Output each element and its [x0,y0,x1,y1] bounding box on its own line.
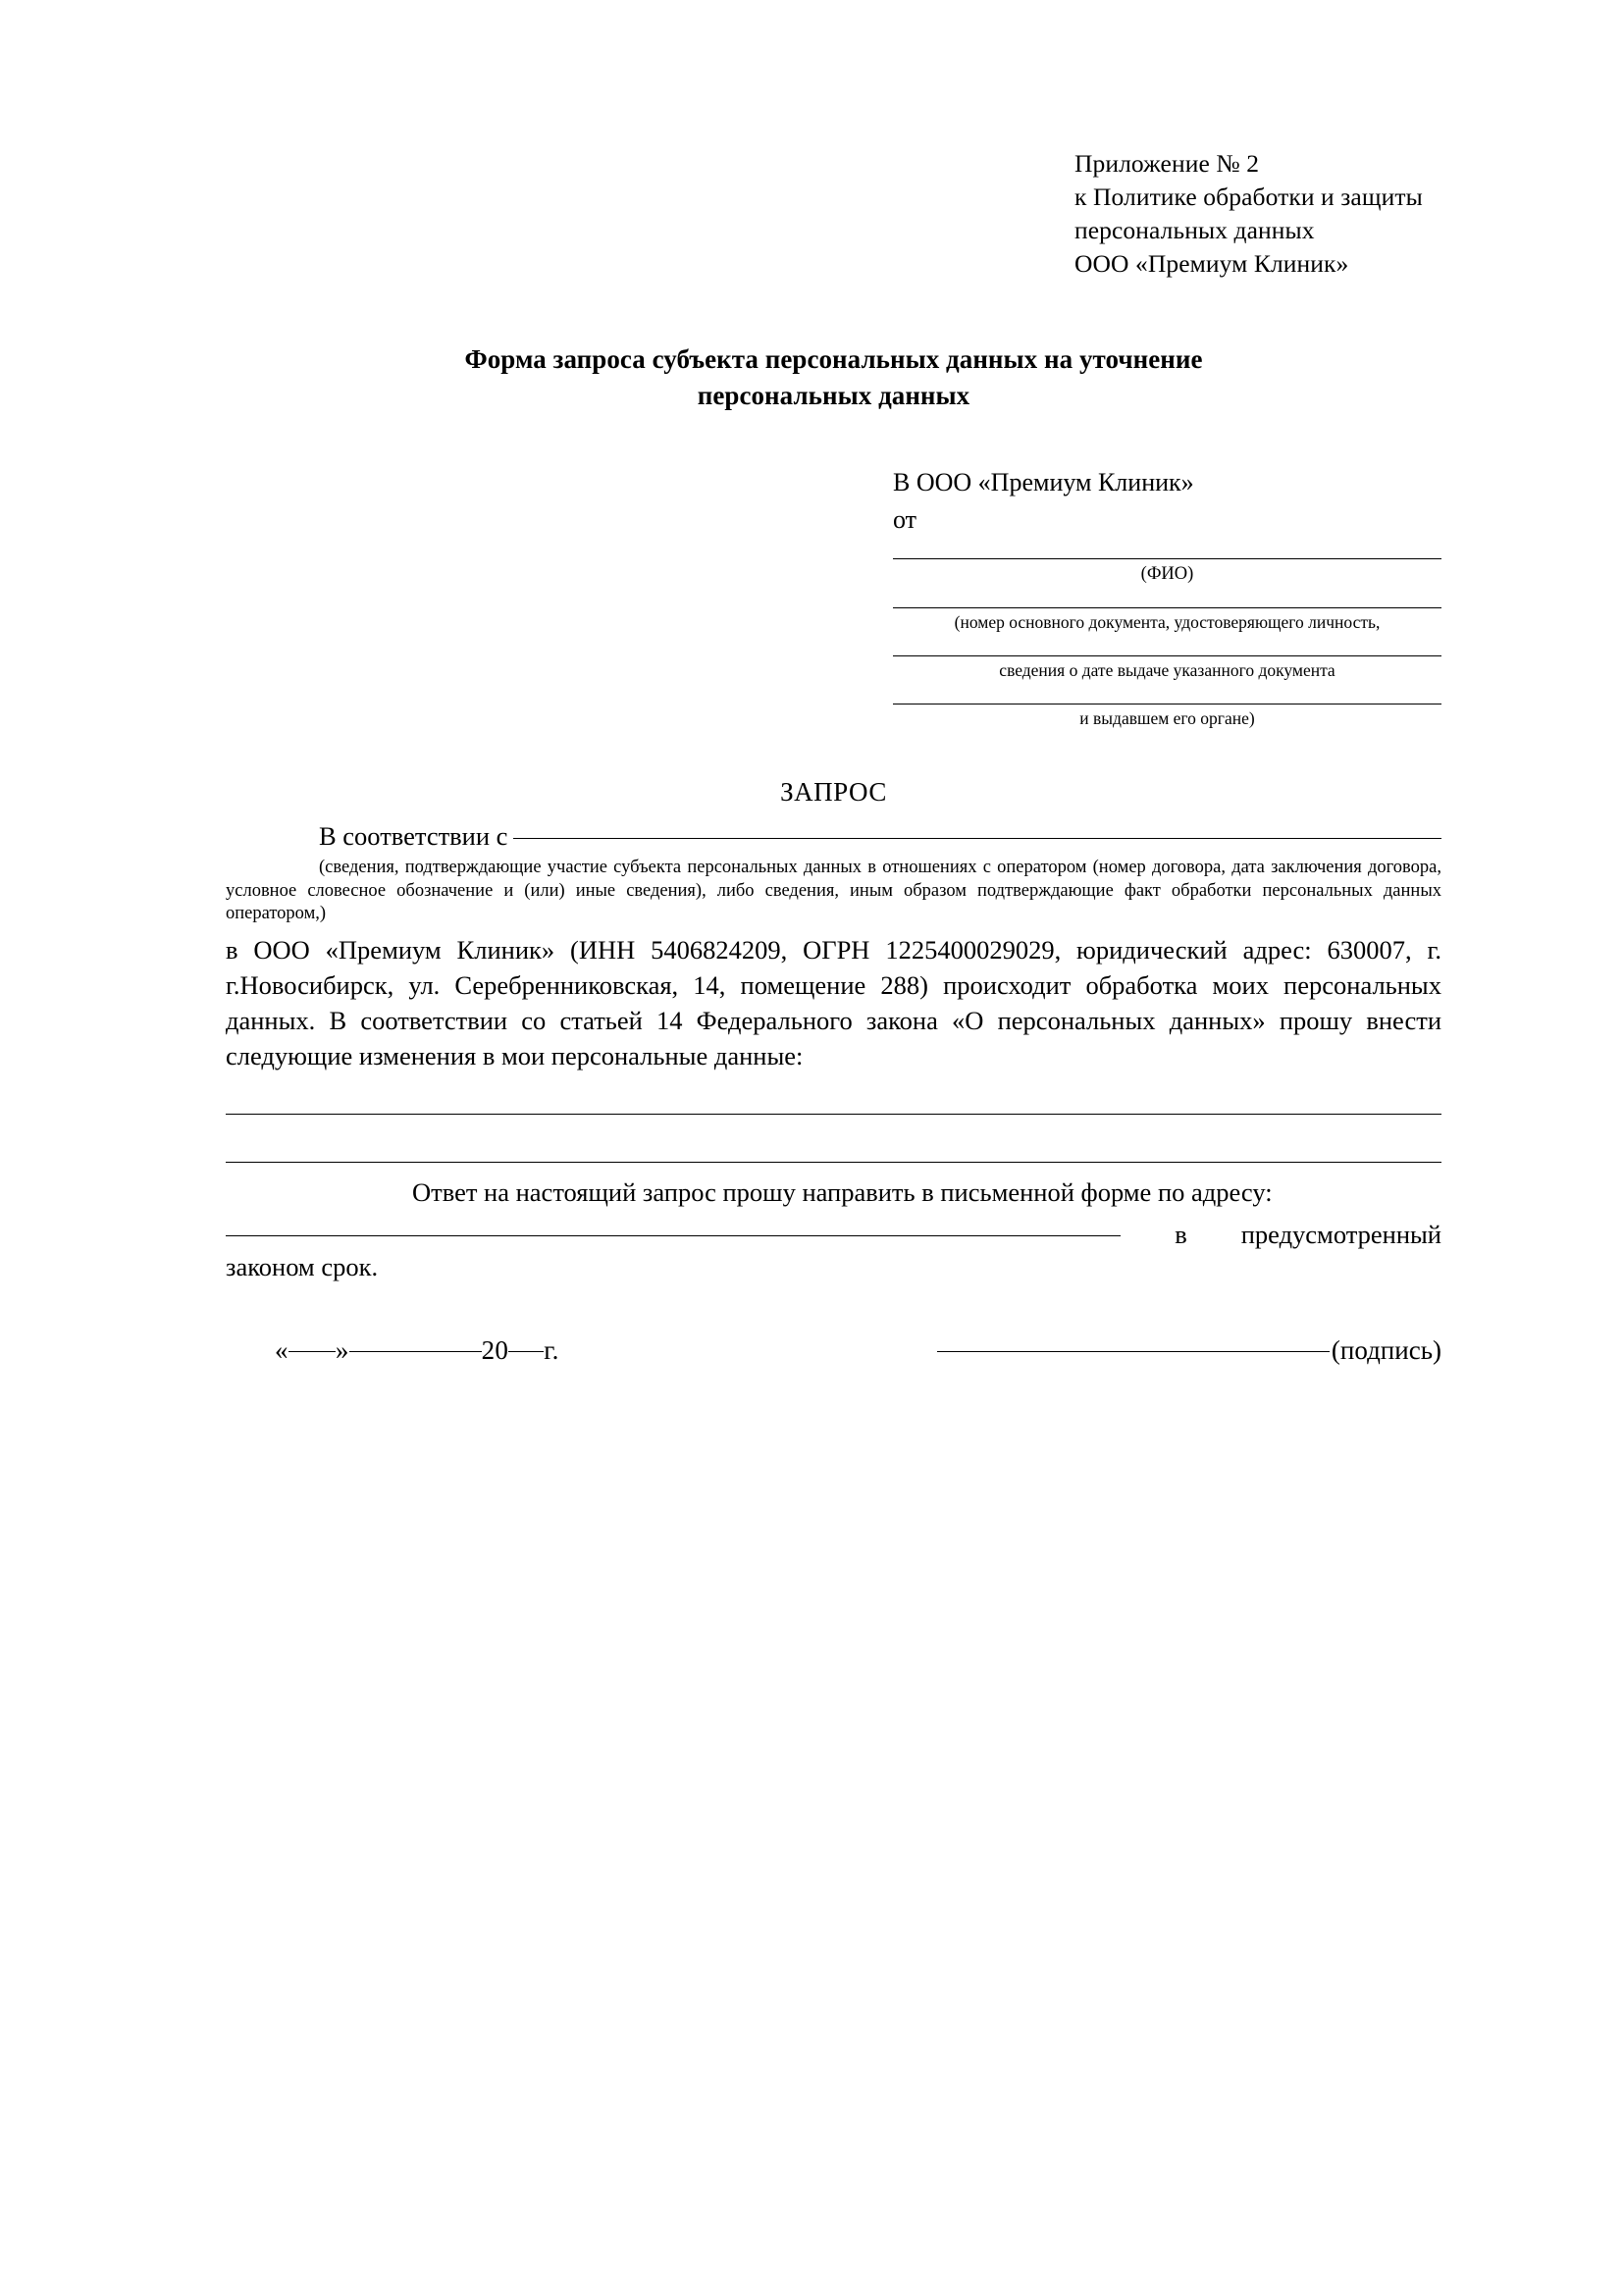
accordance-note [226,857,1441,925]
answer-connector: в [1175,1220,1187,1249]
document-number-caption: (номер основного документа, удостоверяющего личность, [954,612,1381,633]
appendix-header-line-3: персональных данных [1074,215,1315,244]
accordance-input-line[interactable] [513,838,1441,839]
answer-lead-text: Ответ на настоящий запрос прошу направить в письменной форме по адресу: [412,1176,1273,1207]
date-day-line[interactable] [288,1351,336,1352]
date-suffix: г. [544,1335,559,1365]
accordance-row [226,821,1441,852]
addressee-from: от [893,505,917,535]
document-number-field-group [893,607,1441,634]
addressee-to: В ООО «Премиум Клиник» [893,468,1194,497]
request-body [226,932,1441,1074]
signature-row [226,1335,1441,1366]
addressee-block [893,465,1441,537]
fio-field-group [893,558,1441,586]
date-month-line[interactable] [349,1351,482,1352]
answer-tail: предусмотренный [1240,1220,1441,1249]
document-date-input-line[interactable] [893,655,1441,656]
appendix-header-line-1: Приложение № 2 [1074,149,1260,178]
accordance-note-text: (сведения, подтверждающие участие субъекта персональных данных в отношениях с оператором (номер договора, дата заключения договора, условное словесное обозначение и (или) иные сведения), либо сведения, иным образом подтверждающие факт обработки персональных данных оператором,) [226,858,1441,924]
signature-field[interactable] [937,1335,1441,1366]
date-year: 20 [481,1335,509,1365]
date-year-line[interactable] [508,1351,544,1352]
appendix-header [1074,147,1441,281]
document-number-input-line[interactable] [893,607,1441,608]
request-body-text: в ООО «Премиум Клиник» (ИНН 5406824209, ОГРН 1225400029029, юридический адрес: 630007, г. г.Новосибирск, ул. Серебренниковская, 14, помещение 288) происходит обработка моих персональных данных. В соответствии со статьей 14 Федерального закона «О персональных данных» прошу внести следующие изменения в мои персональные данные: [226,934,1441,1071]
appendix-header-line-4: ООО «Премиум Клиник» [1074,248,1349,278]
page-title-line-1: Форма запроса субъекта персональных данных на уточнение [464,343,1203,374]
signature-caption: (подпись) [1331,1335,1441,1365]
document-issuer-caption: и выдавшем его органе) [1079,708,1255,729]
document-date-field-group [893,655,1441,682]
answer-tail-2: законом срок. [226,1252,379,1281]
date-field[interactable] [275,1335,559,1366]
appendix-header-line-2: к Политике обработки и защиты [1074,182,1423,211]
answer-address-input-line[interactable] [226,1235,1121,1236]
page-title [226,341,1441,415]
date-quote-open: « [275,1335,288,1365]
changes-input-line-2[interactable] [226,1162,1441,1163]
fio-caption: (ФИО) [1140,564,1194,585]
signature-input-line[interactable] [937,1351,1330,1352]
date-quote-close: » [335,1335,349,1365]
request-heading: ЗАПРОС [780,777,887,808]
fio-input-line[interactable] [893,558,1441,559]
changes-input-line-1[interactable] [226,1114,1441,1115]
answer-block [226,1174,1441,1282]
page-title-line-2: персональных данных [697,380,970,410]
accordance-label: В соответствии с [319,821,508,852]
document-date-caption: сведения о дате выдаче указанного документа [999,660,1335,681]
document-issuer-field-group [893,704,1441,730]
